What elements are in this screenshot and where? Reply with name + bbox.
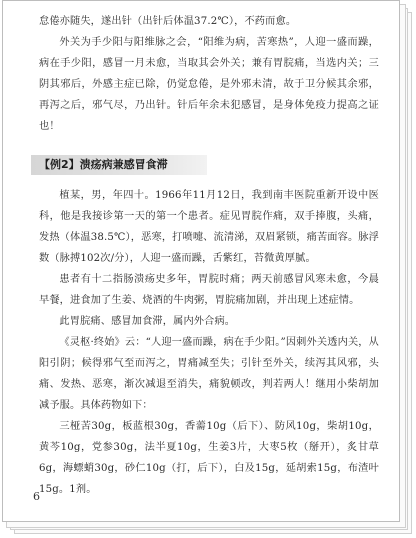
page-number: 6: [33, 490, 40, 503]
case-heading: 【例2】溃疡病兼感冒食滞: [31, 155, 207, 175]
paragraph-treatment: 《灵枢·终始》云：“人迎一盛而躁，病在手少阳。”因刺外关透内关，从阳引阴；候得邪气至而泻之，胃痛减至失；引针至外关，续泻其风邪，头痛、发热、恶寒，渐次减退至消失，痛貌顿改，判若两人！继用小柴胡加减予服。具体药物如下：: [39, 337, 379, 411]
paragraph-waiguan-explanation: 外关为手少阳与阳维脉之会，“阳维为病，苦寒热”，人迎一盛而躁，病在手少阳，感冒一月未愈，当取其会外关；兼有胃脘痛，当选内关；三阴其邪后，外感主症已除，仍觉怠倦，是外邪未清，故于卫分候其余邪，再泻之后，邪气尽，乃出针。针后年余未犯感冒，是身体免疫力提高之证也！: [39, 37, 379, 132]
book-page: [2, 0, 400, 522]
paragraph-diagnosis: 此胃脘痛、感冒加食滞，属内外合病。: [59, 316, 236, 327]
paragraph-case-description: 植某，男，年四十。1966年11月12日，我到南丰医院重新开设中医科，他是我接诊第一天的第一个患者。症见胃脘作痛，双手捧腹，头痛，发热（体温38.5℃），恶寒，打喷嚏、流清涕，双眉紧锁，痛苦面容。脉浮数（脉搏102次/分），人迎一盛而躁，舌紫红，苔微黄厚腻。: [39, 190, 379, 264]
paragraph-history: 患者有十二指肠溃疡史多年，胃脘时痛；两天前感冒风寒未愈，今晨早餐，进食加了生姜、烧酒的牛肉粥，胃脘痛加剧，并出现上述症情。: [39, 274, 379, 306]
paragraph-prescription: 三桠苦30g，板蓝根30g，香薷10g（后下）、防风10g，柴胡10g，黄芩10g，党参30g，法半夏10g，生姜3片，大枣5枚（掰开），炙甘草6g，海螵蛸30g，砂仁10g（打，后下），白及15g，延胡索15g，布渣叶15g。1剂。: [39, 421, 379, 495]
paragraph-continuation: 怠倦亦随失，遂出针（出针后体温37.2℃），不药而愈。: [39, 16, 297, 27]
